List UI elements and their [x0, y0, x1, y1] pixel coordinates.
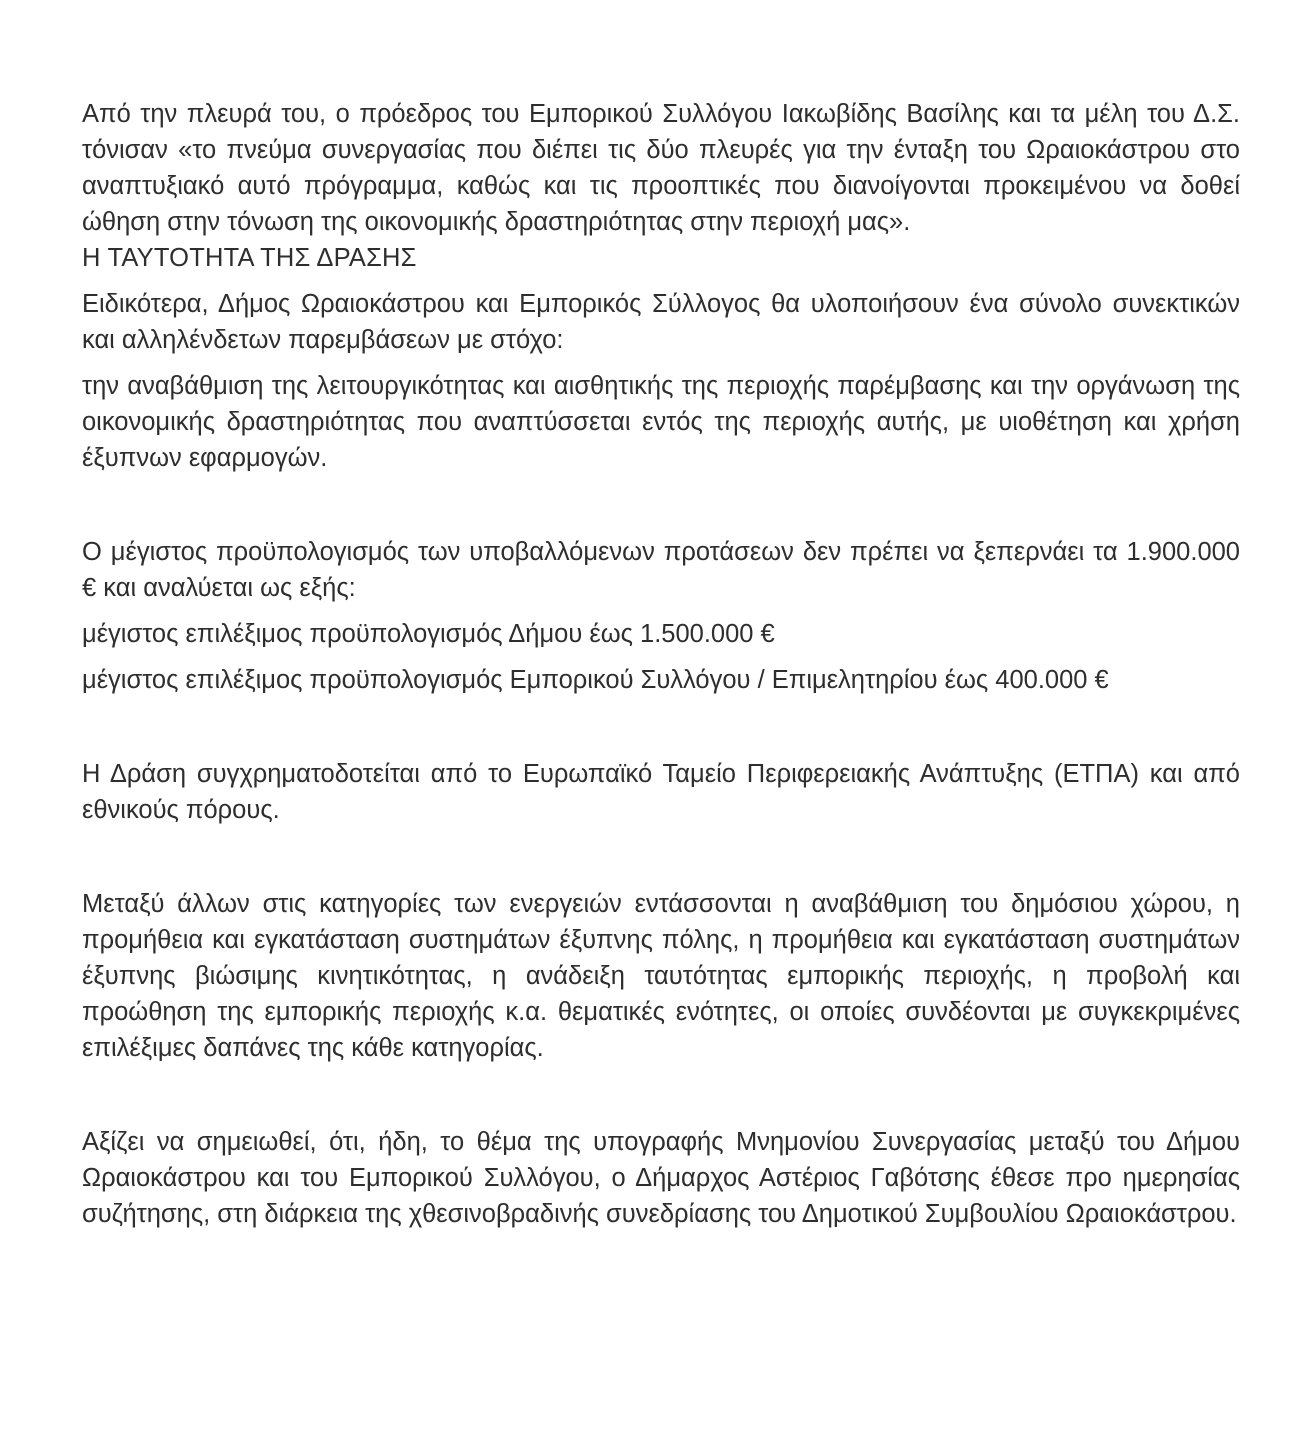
paragraph-funding: Η Δράση συγχρηματοδοτείται από το Ευρωπαϊκό Ταμείο Περιφερειακής Ανάπτυξης (ΕΤΠΑ) και από εθνικούς πόρους. — [82, 760, 1240, 824]
section-heading: Η ΤΑΥΤΟΤΗΤΑ ΤΗΣ ΔΡΑΣΗΣ — [82, 244, 417, 272]
paragraph-interventions: Ειδικότερα, Δήμος Ωραιοκάστρου και Εμπορικός Σύλλογος θα υλοποιήσουν ένα σύνολο συνεκτικών και αλληλένδετων παρεμβάσεων με στόχο: — [82, 290, 1240, 354]
article-body — [82, 96, 1240, 1232]
paragraph-budget-municipality: μέγιστος επιλέξιμος προϋπολογισμός Δήμου έως 1.500.000 € — [82, 620, 775, 648]
paragraph-goal: την αναβάθμιση της λειτουργικότητας και αισθητικής της περιοχής παρέμβασης και την οργάνωση της οικονομικής δραστηριότητας που αναπτύσσεται εντός της περιοχής αυτής, με υιοθέτηση και χρήση έξυπνων εφαρμογών. — [82, 372, 1240, 472]
paragraph-president-statement: Από την πλευρά του, ο πρόεδρος του Εμπορικού Συλλόγου Ιακωβίδης Βασίλης και τα μέλη του Δ.Σ. τόνισαν «το πνεύμα συνεργασίας που διέπει τις δύο πλευρές για την ένταξη του Ωραιοκάστρου στο αναπτυξιακό αυτό πρόγραμμα, καθώς και τις προοπτικές που διανοίγονται προκειμένου να δοθεί ώθηση στην τόνωση της οικονομικής δραστηριότητας στην περιοχή μας». — [82, 100, 1240, 236]
paragraph-memorandum: Αξίζει να σημειωθεί, ότι, ήδη, το θέμα της υπογραφής Μνημονίου Συνεργασίας μεταξύ του Δήμου Ωραιοκάστρου και του Εμπορικού Συλλόγου, ο Δήμαρχος Αστέριος Γαβότσης έθεσε προ ημερησίας συζήτησης, στη διάρκεια της χθεσινοβραδινής συνεδρίασης του Δημοτικού Συμβουλίου Ωραιοκάστρου. — [82, 1128, 1240, 1228]
paragraph-budget-association: μέγιστος επιλέξιμος προϋπολογισμός Εμπορικού Συλλόγου / Επιμελητηρίου έως 400.000 € — [82, 666, 1109, 694]
paragraph-budget: Ο μέγιστος προϋπολογισμός των υποβαλλόμενων προτάσεων δεν πρέπει να ξεπερνάει τα 1.900.000 € και αναλύεται ως εξής: — [82, 538, 1240, 602]
paragraph-categories: Μεταξύ άλλων στις κατηγορίες των ενεργειών εντάσσονται η αναβάθμιση του δημόσιου χώρου, η προμήθεια και εγκατάσταση συστημάτων έξυπνης πόλης, η προμήθεια και εγκατάσταση συστημάτων έξυπνης βιώσιμης κινητικότητας, η ανάδειξη ταυτότητας εμπορικής περιοχής, η προβολή και προώθηση της εμπορικής περιοχής κ.α. θεματικές ενότητες, οι οποίες συνδέονται με συγκεκριμένες επιλέξιμες δαπάνες της κάθε κατηγορίας. — [82, 890, 1240, 1062]
